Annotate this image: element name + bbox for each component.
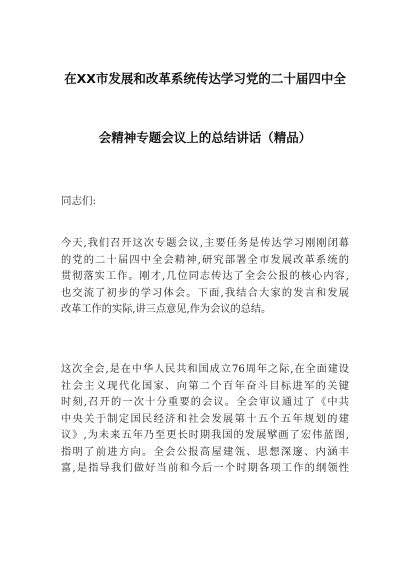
paragraph-line: 富,是指导我们做好当前和今后一个时期各项工作的纲领性 [61,463,349,474]
paragraph-line: 也交流了初步的学习体会。下面,我结合大家的发言和发展 [61,287,349,299]
paragraph-line: 的党的二十届四中全会精神,研究部署全市发展改革系统的 [61,254,349,266]
document-title-line-1: 在XX市发展和改革系统传达学习党的二十届四中全 [64,71,346,86]
paragraph-line: 社会主义现代化国家、向第二个百年奋斗目标进军的关键 [61,380,349,392]
paragraph-line: 时刻,召开的一次十分重要的会议。全会审议通过了《中共 [61,397,349,408]
paragraph-1 [61,236,349,319]
paragraph-line: 中央关于制定国民经济和社会发展第十五个五年规划的建 [61,413,349,425]
paragraph-line: 议》,为未来五年乃至更长时期我国的发展擘画了宏伟蓝图, [61,430,349,441]
salutation: 同志们: [61,195,97,207]
paragraph-line: 指明了前进方向。全会公报高屋建瓴、思想深邃、内涵丰 [61,446,349,458]
paragraph-line: 这次全会,是在中华人民共和国成立76周年之际,在全面建设 [61,364,349,375]
paragraph-line: 改革工作的实际,讲三点意见,作为会议的总结。 [61,304,272,315]
paragraph-2 [61,362,349,478]
paragraph-line: 贯彻落实工作。刚才,几位同志传达了全会公报的核心内容, [61,271,349,282]
paragraph-line: 今天,我们召开这次专题会议,主要任务是传达学习刚刚闭幕 [61,238,349,249]
document-title-line-2: 会精神专题会议上的总结讲话（精品） [98,130,312,145]
